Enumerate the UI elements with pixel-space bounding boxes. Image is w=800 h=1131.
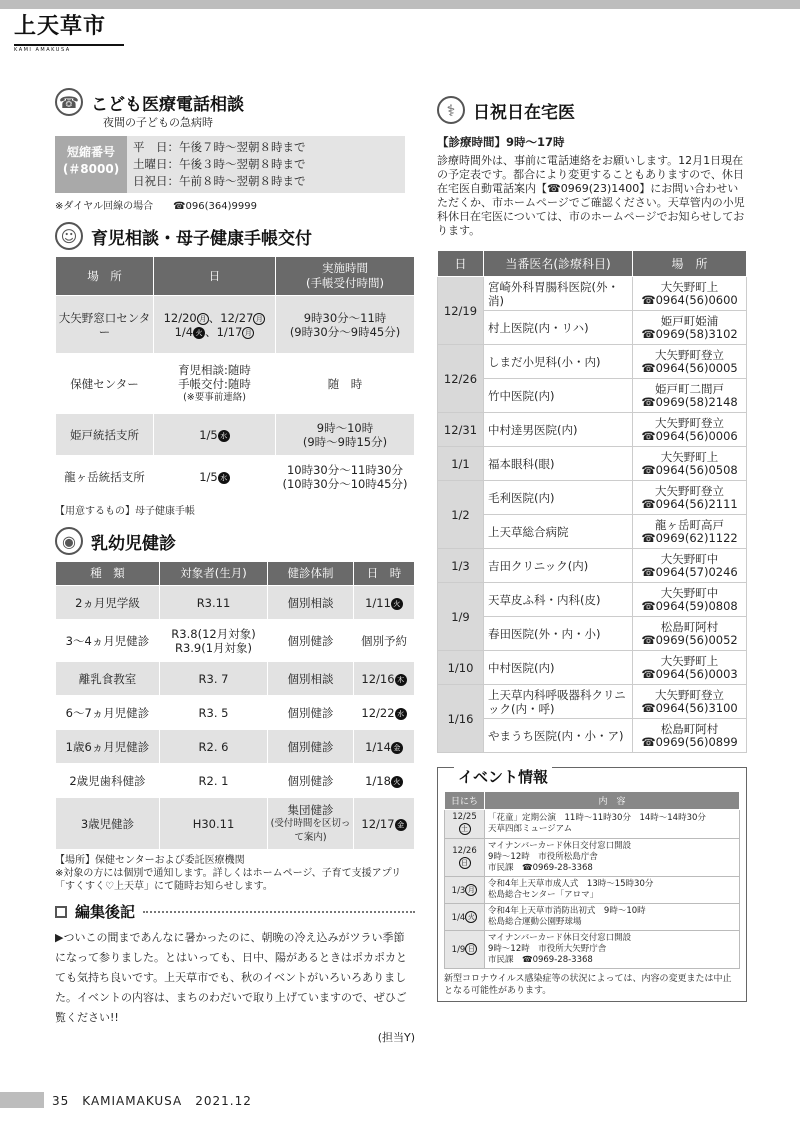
- logo-subtext: KAMI AMAKUSA: [14, 47, 71, 53]
- holiday-header: ⚕ 日祝日在宅医: [437, 96, 747, 124]
- table-row: 1/3 月 令和4年上天草市成人式 13時～15時30分 松島総合センター「アロマ」: [445, 877, 740, 904]
- right-column: ⚕ 日祝日在宅医 【診療時間】9時～17時 診療時間外は、事前に電話連絡をお願いします。12月1日現在の予定表です。都合により変更することもありますので、休日在宅医自動電話案内【☎0969(23)1400】にお問い合わせいただくか、市ホームページでご確認ください。天草管内の小児科休日在宅医については、市のホームページでお知らせしております。 日 当番医名(診療科目) 場 所 12/19 宮崎外科胃腸科医院(外・消) 大矢野町上 ☎0964(56)0600 村上医院(内・リハ) 姫戸町姫浦 ☎0969(58)3102 12/26 しまだ小児科(小・内) 大矢野町登立 ☎0964(56)0005 竹中医院(内) 姫戸町二間戸 ☎0969(58)2148 12/31 中村逹男医院(内) 大矢野町登立 ☎0964(56)0006 1/1 福本眼科(眼) 大矢野町上 ☎0964(56)0508 1/2 毛利医院(内) 大矢野町登立 ☎0964(56)2111 上天草総合病院 龍ヶ岳町高戸 ☎0969(62)1122 1/3 吉田クリニック(内) 大矢野町中 ☎0964(57)0246 1/9 天草皮ふ科・内科(皮) 大矢野町中 ☎0964(59)0808 春田医院(外・内・小) 松島町阿村 ☎0969(56)0052 1/10 中村医院(内) 大矢野町上 ☎0964(56)0003 1/16 上天草内科呼吸器科クリニック(内・呼) 大矢野町登立 ☎0964(56)3100 やまうち医院(内・小・ア) 松島町阿村 ☎0969(56)0899 イベント情報 日にち 内 容 12/25土 「花童」定期公演 11時～11時30分 14時～14時30分 天草四郎ミュージアム 12/26日 マイナンバーカード休日交付窓口開設 9時～12時 市役所松島庁舎 市民課 ☎0969-28-3368 1/3 月 令和4年上天草市成人式 13時～15時30分 松島総合センター「アロマ」 1/4 火 令和4年上天草市消防出初式 9時～10時 松島総合運動公園野球場 1/9 日 マイナンバーカード休日交付窓口開設 9時～12時 市役所大矢野庁舎 市民課 ☎0969-28-3368 新型コロナウイルス感染症等の状況によっては、内容の変更または中止となる可能性があります。: [437, 96, 747, 1002]
- bring-note: 【用意するもの】母子健康手帳: [55, 506, 195, 517]
- table-row: 村上医院(内・リハ) 姫戸町姫浦 ☎0969(58)3102: [438, 311, 747, 345]
- top-bar: [0, 0, 800, 9]
- ikuji-table: 場 所 日 実施時間 (手帳受付時間) 大矢野窓口センター 12/20 月 、12/27 月 1/4 火 、1/17 月 9時30分～11時 (9時30分～9時45分) 保健センター 育児相談:随時 手帳交付:随時 (※要事前連絡) 随 時 姫戸統括支所 1/5 水 9時～10時 (9時～9時15分) 龍ヶ岳統括支所 1/5 水 10時30分～11時30分 (10時30分～10時45分): [55, 256, 415, 498]
- table-row: 1/1 福本眼科(眼) 大矢野町上 ☎0964(56)0508: [438, 447, 747, 481]
- section-title: 乳幼児健診: [91, 533, 176, 554]
- editor-header: 編集後記: [55, 901, 415, 922]
- event-table: 日にち 内 容 12/25土 「花童」定期公演 11時～11時30分 14時～14時30分 天草四郎ミュージアム 12/26日 マイナンバーカード休日交付窓口開設 9時～12時 市役所松島庁舎 市民課 ☎0969-28-3368 1/3 月 令和4年上天草市成人式 13時～15時30分 松島総合センター「アロマ」 1/4 火 令和4年上天草市消防出初式 9時～10時 松島総合運動公園野球場 1/9 日 マイナンバーカード休日交付窓口開設 9時～12時 市役所大矢野庁舎 市民課 ☎0969-28-3368: [444, 791, 740, 969]
- table-row: 1/9 天草皮ふ科・内科(皮) 大矢野町中 ☎0964(59)0808: [438, 583, 747, 617]
- table-row: 1/2 毛利医院(内) 大矢野町登立 ☎0964(56)2111: [438, 481, 747, 515]
- table-row: 1/10 中村医院(内) 大矢野町上 ☎0964(56)0003: [438, 651, 747, 685]
- page-footer: 35 KAMIAMAKUSA 2021.12: [0, 1090, 800, 1110]
- table-row: 12/31 中村逹男医院(内) 大矢野町登立 ☎0964(56)0006: [438, 413, 747, 447]
- table-row: 春田医院(外・内・小) 松島町阿村 ☎0969(56)0052: [438, 617, 747, 651]
- editor-text: ▶ついこの間まであんなに暑かったのに、朝晩の冷え込みがツラい季節になって参りました。とはいっても、日中、陽があるときはポカポカとても気持ち良いです。上天草市でも、秋のイベントがいろいろありました。イベントの内容は、まちのわだいで取り上げていますので、ぜひご覧ください!! (担当Y): [55, 931, 415, 1044]
- table-row: 6～7ヵ月児健診 R3. 5 個別健診 12/22 水: [56, 696, 415, 730]
- telephone-icon: ☎: [55, 88, 83, 116]
- table-row: 1歳6ヵ月児健診 R2. 6 個別健診 1/14 金: [56, 730, 415, 764]
- table-row: 保健センター 育児相談:随時 手帳交付:随時 (※要事前連絡) 随 時: [56, 354, 415, 414]
- table-row: 12/26日 マイナンバーカード休日交付窓口開設 9時～12時 市役所松島庁舎 市民課 ☎0969-28-3368: [445, 839, 740, 877]
- table-row: 3歳児健診 H30.11 集団健診 (受付時間を区切って案内) 12/17 金: [56, 798, 415, 850]
- table-row: 龍ヶ岳統括支所 1/5 水 10時30分～11時30分 (10時30分～10時45分): [56, 456, 415, 498]
- table-row: やまうち医院(内・小・ア) 松島町阿村 ☎0969(56)0899: [438, 719, 747, 753]
- checkup-table: 種 類 対象者(生月) 健診体制 日 時 2ヵ月児学級 R3.11 個別相談 1/11 火 3～4ヵ月児健診 R3.8(12月対象) R3.9(1月対象) 個別健診 個別予約 離乳食教室 R3. 7 個別相談 12/16 木 6～7ヵ月児健診 R3. 5 個別健診 12/22 水 1歳6ヵ月児健診 R2. 6 個別健診 1/14 金 2歳児歯科健診 R2. 1 個別健診 1/18 火 3歳児健診 H30.11 集団健診 (受付時間を区切って案内) 12/17 金: [55, 561, 415, 850]
- table-row: 12/25土 「花童」定期公演 11時～11時30分 14時～14時30分 天草四郎ミュージアム: [445, 810, 740, 839]
- dial-note: ※ダイヤル回線の場合 ☎096(364)9999: [55, 201, 257, 212]
- event-box: イベント情報 日にち 内 容 12/25土 「花童」定期公演 11時～11時30分 14時～14時30分 天草四郎ミュージアム 12/26日 マイナンバーカード休日交付窓口開設 9時～12時 市役所松島庁舎 市民課 ☎0969-28-3368 1/3 月 令和4年上天草市成人式 13時～15時30分 松島総合センター「アロマ」 1/4 火 令和4年上天草市消防出初式 9時～10時 松島総合運動公園野球場 1/9 日 マイナンバーカード休日交付窓口開設 9時～12時 市役所大矢野庁舎 市民課 ☎0969-28-3368 新型コロナウイルス感染症等の状況によっては、内容の変更または中止となる可能性があります。: [437, 767, 747, 1002]
- table-row: 12/26 しまだ小児科(小・内) 大矢野町登立 ☎0964(56)0005: [438, 345, 747, 379]
- holiday-doctor-table: 日 当番医名(診療科目) 場 所 12/19 宮崎外科胃腸科医院(外・消) 大矢野町上 ☎0964(56)0600 村上医院(内・リハ) 姫戸町姫浦 ☎0969(58)3102 12/26 しまだ小児科(小・内) 大矢野町登立 ☎0964(56)0005 竹中医院(内) 姫戸町二間戸 ☎0969(58)2148 12/31 中村逹男医院(内) 大矢野町登立 ☎0964(56)0006 1/1 福本眼科(眼) 大矢野町上 ☎0964(56)0508 1/2 毛利医院(内) 大矢野町登立 ☎0964(56)2111 上天草総合病院 龍ヶ岳町高戸 ☎0969(62)1122 1/3 吉田クリニック(内) 大矢野町中 ☎0964(57)0246 1/9 天草皮ふ科・内科(皮) 大矢野町中 ☎0964(59)0808 春田医院(外・内・小) 松島町阿村 ☎0969(56)0052 1/10 中村医院(内) 大矢野町上 ☎0964(56)0003 1/16 上天草内科呼吸器科クリニック(内・呼) 大矢野町登立 ☎0964(56)3100 やまうち医院(内・小・ア) 松島町阿村 ☎0969(56)0899: [437, 250, 747, 753]
- short-number-box: 短縮番号 (＃8000) 平 日：午後７時～翌朝８時まで 土曜日：午後３時～翌朝８時まで 日祝日：午前８時～翌朝８時まで: [55, 136, 415, 193]
- table-row: 3～4ヵ月児健診 R3.8(12月対象) R3.9(1月対象) 個別健診 個別予約: [56, 620, 415, 662]
- nyuyoji-section-header: [55, 527, 415, 555]
- location-pin-icon: ◉: [55, 527, 83, 555]
- phone-hours: 平 日：午後７時～翌朝８時まで 土曜日：午後３時～翌朝８時まで 日祝日：午前８時～翌朝８時まで: [127, 136, 405, 193]
- table-row: 姫戸統括支所 1/5 水 9時～10時 (9時～9時15分): [56, 414, 415, 456]
- table-row: 12/19 宮崎外科胃腸科医院(外・消) 大矢野町上 ☎0964(56)0600: [438, 277, 747, 311]
- table-row: 竹中医院(内) 姫戸町二間戸 ☎0969(58)2148: [438, 379, 747, 413]
- square-icon: [55, 906, 67, 918]
- section-title: 育児相談・母子健康手帳交付: [91, 228, 312, 249]
- doctor-icon: ⚕: [437, 96, 465, 124]
- logo-text: 上天草市: [14, 13, 107, 39]
- table-row: 上天草総合病院 龍ヶ岳町高戸 ☎0969(62)1122: [438, 515, 747, 549]
- section-title: こども医療電話相談: [91, 94, 244, 115]
- table-row: 1/9 日 マイナンバーカード休日交付窓口開設 9時～12時 市役所大矢野庁舎 市民課 ☎0969-28-3368: [445, 931, 740, 969]
- left-column: ☎ こども医療電話相談 夜間の子どもの急病時 短縮番号 (＃8000) 平 日：午後７時～翌朝８時まで 土曜日：午後３時～翌朝８時まで 日祝日：午前８時～翌朝８時まで ※ダイヤル回線の場合 ☎096(364)9999 ☺ 育児相談・母子健康手帳交付 場 所 日 実施時間 (手帳受付時間) 大矢野窓口センター 12/20 月 、12/27 月 1/4 火 、1/17 月 9時30分～11時 (9時30分～9時45分) 保健センター 育児相談:随時 手帳交付:随時 (※要事前連絡) 随 時 姫戸統括支所 1/5 水 9時～10時 (9時～9時15分) 龍ヶ岳統括支所 1/5 水 10時30分～11時30分 (10時30分～10時45分) 【用意するもの】母子健康手帳 ◉ 乳幼児健診 種 類 対象者(生月) 健診体制 日 時 2ヵ月児学級 R3.11 個別相談 1/11 火 3～4ヵ月児健診 R3.8(12月対象) R3.9(1月対象) 個別健診 個別予約 離乳食教室 R3. 7 個別相談 12/16 木 6～7ヵ月児健診 R3. 5 個別健診 12/22 水 1歳6ヵ月児健診 R2. 6 個別健診 1/14 金 2歳児歯科健診 R2. 1 個別健診 1/18 火 3歳児健診 H30.11 集団健診 (受付時間を区切って案内) 12/17 金 【場所】保健センターおよび委託医療機関 ※対象の方には個別で通知します。詳しくはホームページ、子育て支援アプリ「すくすく♡上天草」にて随時お知らせします。 編集後記 ▶ついこの間まであんなに暑かったのに、朝晩の冷え込みがツラい季節になって参りました。とはいっても、日中、陽があるときはポカポカとても気持ち良いです。上天草市でも、秋のイベントがいろいろありました。イベントの内容は、まちのわだいで取り上げていますので、ぜひご覧ください!! (担当Y): [55, 88, 415, 1048]
- baby-icon: ☺: [55, 222, 83, 250]
- phone-section-header: [55, 88, 415, 116]
- table-row: 1/3 吉田クリニック(内) 大矢野町中 ☎0964(57)0246: [438, 549, 747, 583]
- table-row: 離乳食教室 R3. 7 個別相談 12/16 木: [56, 662, 415, 696]
- table-row: 1/16 上天草内科呼吸器科クリニック(内・呼) 大矢野町登立 ☎0964(56)3100: [438, 685, 747, 719]
- city-logo[interactable]: [14, 13, 124, 53]
- table-row: 2ヵ月児学級 R3.11 個別相談 1/11 火: [56, 586, 415, 620]
- table-row: 1/4 火 令和4年上天草市消防出初式 9時～10時 松島総合運動公園野球場: [445, 904, 740, 931]
- ikuji-section-header: [55, 222, 415, 250]
- table-row: 2歳児歯科健診 R2. 1 個別健診 1/18 火: [56, 764, 415, 798]
- section-subtitle: 夜間の子どもの急病時: [103, 116, 213, 129]
- table-row: 大矢野窓口センター 12/20 月 、12/27 月 1/4 火 、1/17 月 9時30分～11時 (9時30分～9時45分): [56, 296, 415, 354]
